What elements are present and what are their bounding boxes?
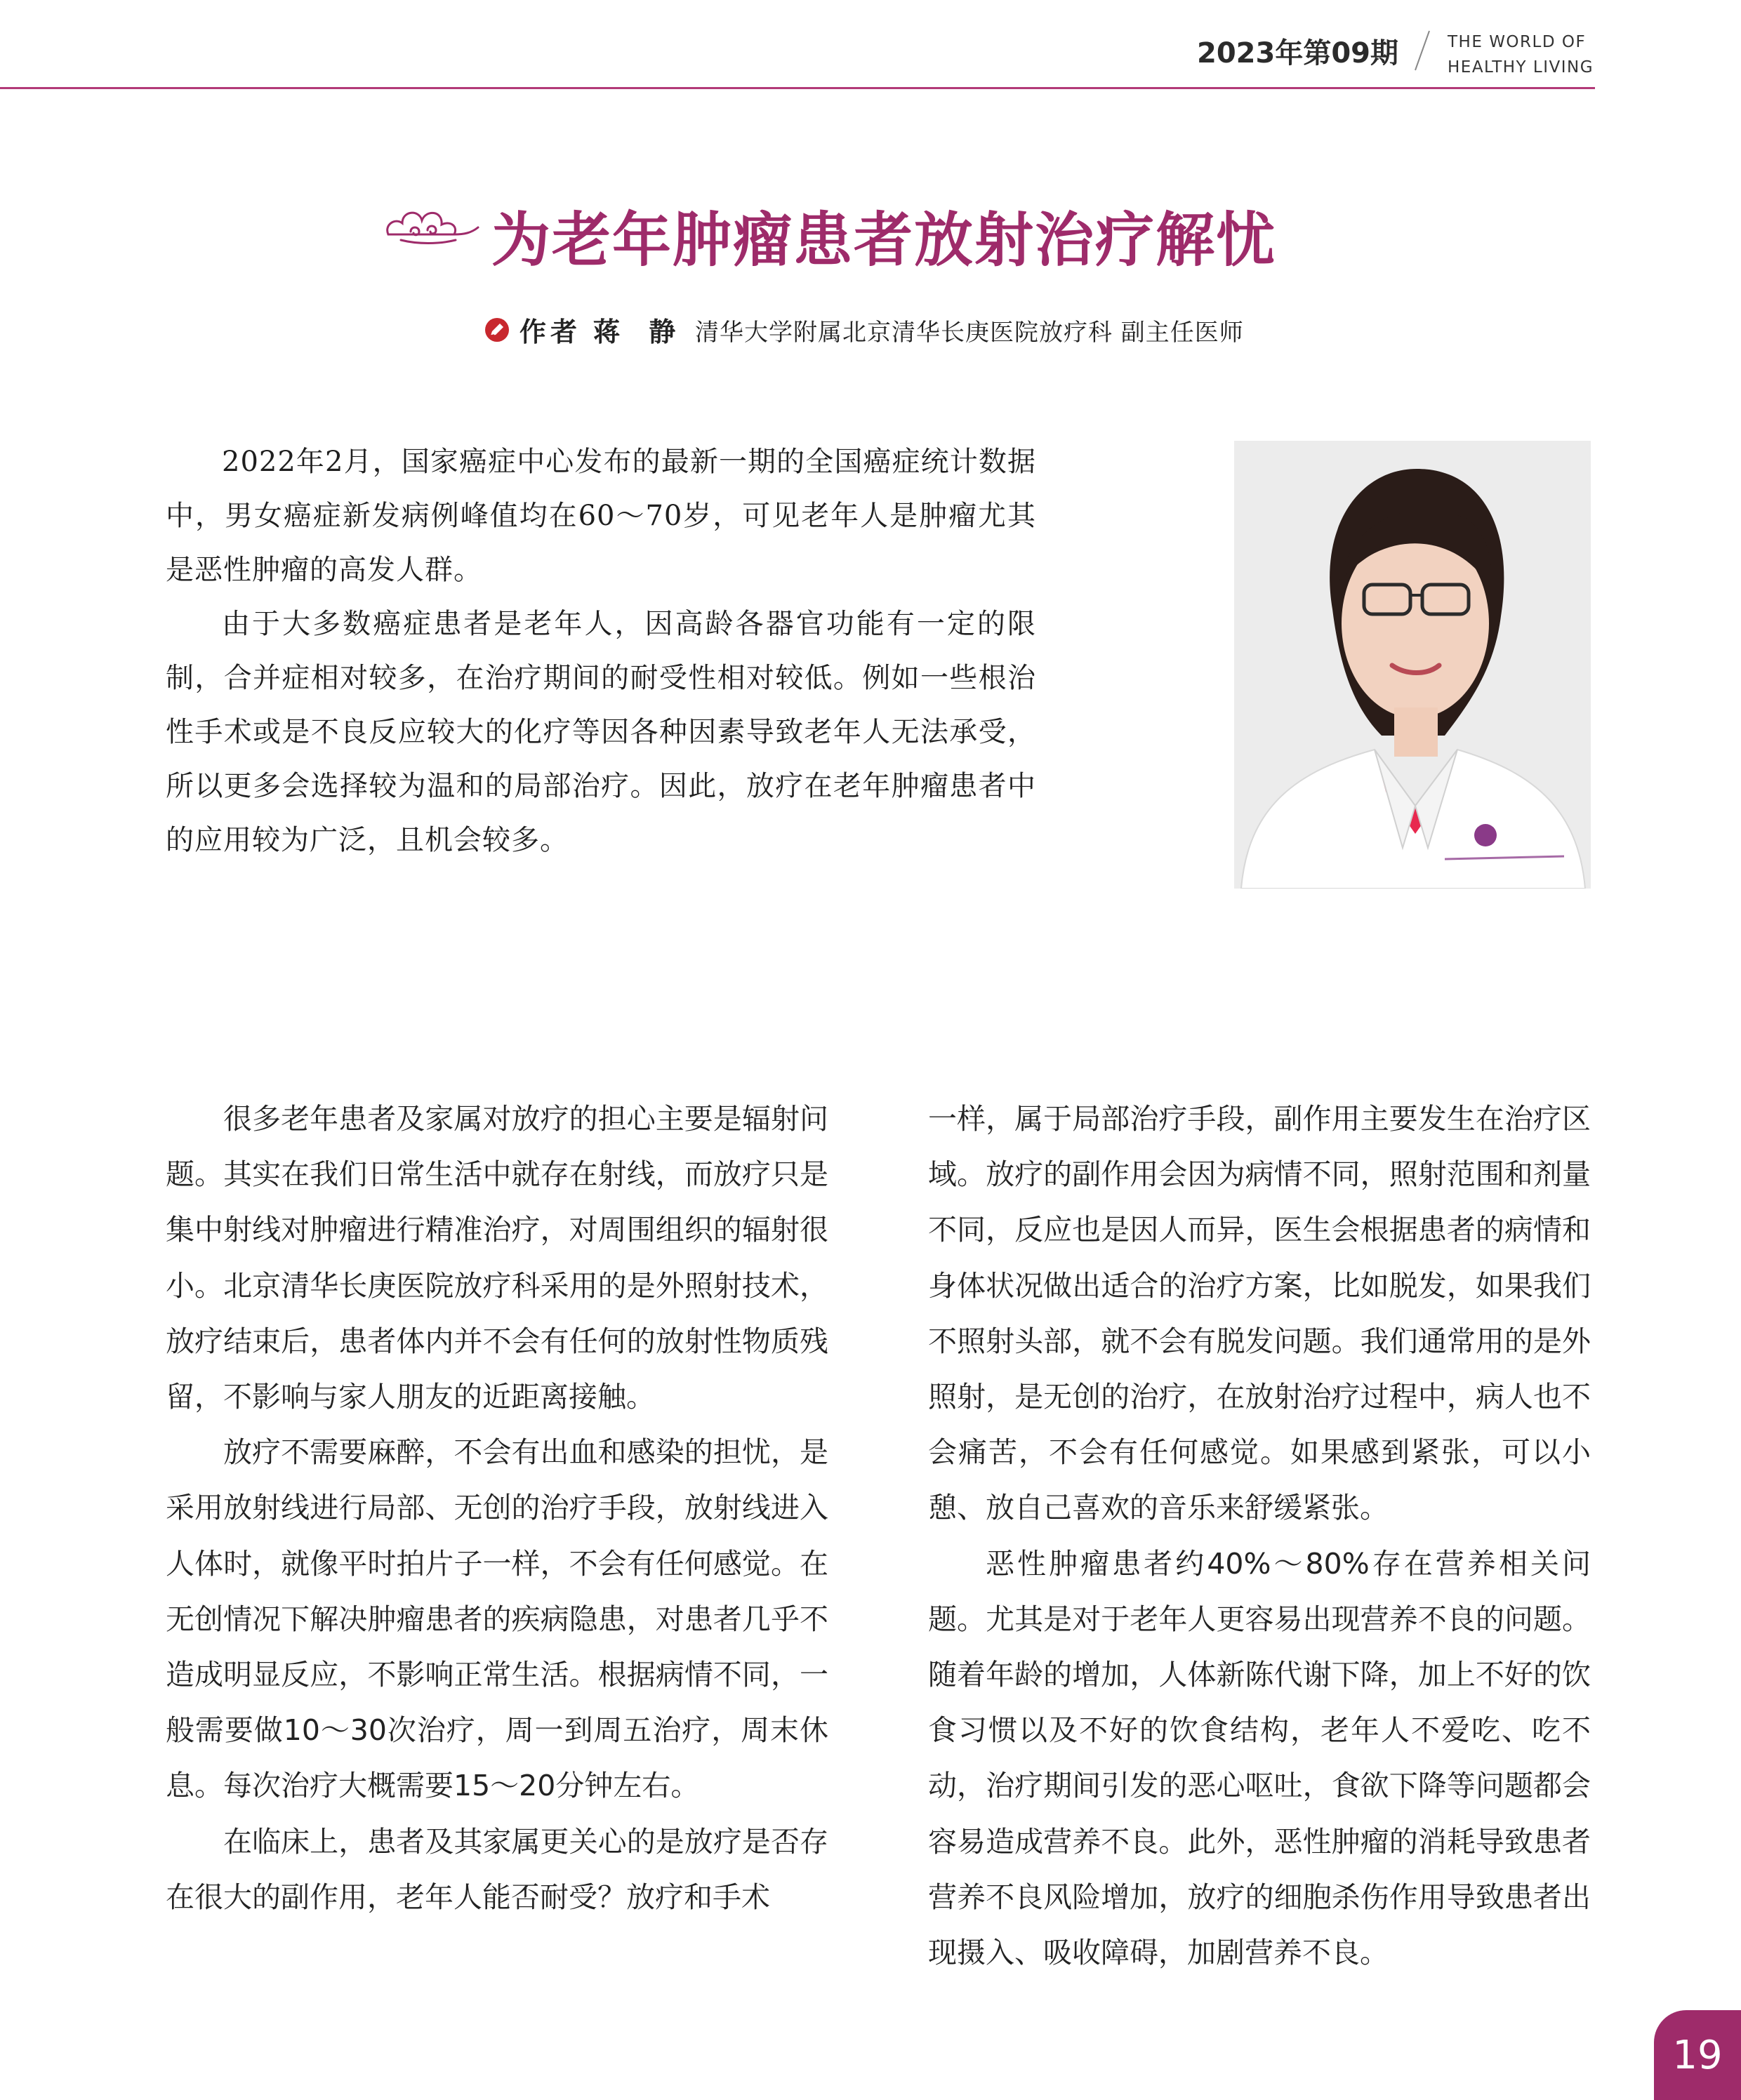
magazine-name-line2: HEALTHY LIVING <box>1448 58 1594 77</box>
body-paragraph: 放疗不需要麻醉，不会有出血和感染的担忧，是采用放射线进行局部、无创的治疗手段，放射线进入人体时，就像平时拍片子一样，不会有任何感觉。在无创情况下解决肿瘤患者的疾病隐患，对患者几乎不造成明显反应，不影响正常生活。根据病情不同，一般需要做10～30次治疗，周一到周五治疗，周末休息。每次治疗大概需要15～20分钟左右。 <box>166 1435 828 1803</box>
body-paragraph: 恶性肿瘤患者约40%～80%存在营养相关问题。尤其是对于老年人更容易出现营养不良的问题。随着年龄的增加，人体新陈代谢下降，加上不好的饮食习惯以及不好的饮食结构，老年人不爱吃、吃不动，治疗期间引发的恶心呕吐，食欲下降等问题都会容易造成营养不良。此外，恶性肿瘤的消耗导致患者营养不良风险增加，放疗的细胞杀伤作用导致患者出现摄入、吸收障碍，加剧营养不良。 <box>928 1546 1591 1970</box>
magazine-name <box>1448 29 1609 80</box>
intro-paragraph: 由于大多数癌症患者是老年人，因高龄各器官功能有一定的限制，合并症相对较多，在治疗期间的耐受性相对较低。例如一些根治性手术或是不良反应较大的化疗等因各种因素导致老年人无法承受，所以更多会选择较为温和的局部治疗。因此，放疗在老年肿瘤患者中的应用较为广泛，且机会较多。 <box>166 608 1036 856</box>
magazine-name-line1: THE WORLD OF <box>1448 33 1587 51</box>
author-role: 作者 <box>519 317 582 347</box>
body-paragraph: 在临床上，患者及其家属更关心的是放疗是否存在很大的副作用，老年人能否耐受？放疗和手术 <box>166 1824 828 1914</box>
author-portrait-illustration <box>1234 441 1591 889</box>
article-body-right-column <box>928 1091 1591 1981</box>
cloud-ornament-icon <box>383 204 481 253</box>
body-paragraph: 很多老年患者及家属对放疗的担心主要是辐射问题。其实在我们日常生活中就存在射线，而放疗只是集中射线对肿瘤进行精准治疗，对周围组织的辐射很小。北京清华长庚医院放疗科采用的是外照射技术，放疗结束后，患者体内并不会有任何的放射性物质残留，不影响与家人朋友的近距离接触。 <box>166 1102 828 1414</box>
author-affiliation: 清华大学附属北京清华长庚医院放疗科 副主任医师 <box>695 319 1244 347</box>
byline <box>484 310 1467 352</box>
author-name: 蒋 静 <box>593 317 686 347</box>
header-issue: 2023年第09期 <box>1197 37 1398 69</box>
intro-paragraph: 2022年2月，国家癌症中心发布的最新一期的全国癌症统计数据中，男女癌症新发病例峰值均在60～70岁，可见老年人是肿瘤尤其是恶性肿瘤的高发人群。 <box>166 446 1036 586</box>
body-paragraph-continued: 一样，属于局部治疗手段，副作用主要发生在治疗区域。放疗的副作用会因为病情不同，照射范围和剂量不同，反应也是因人而异，医生会根据患者的病情和身体状况做出适合的治疗方案，比如脱发，如果我们不照射头部，就不会有脱发问题。我们通常用的是外照射，是无创的治疗，在放射治疗过程中，病人也不会痛苦，不会有任何感觉。如果感到紧张，可以小憩、放自己喜欢的音乐来舒缓紧张。 <box>928 1102 1591 1525</box>
pen-icon <box>484 317 510 343</box>
article-title: 为老年肿瘤患者放射治疗解忧 <box>491 206 1277 274</box>
article-body-left-column <box>166 1091 828 1925</box>
header-slash-divider <box>1408 28 1436 73</box>
header-rule <box>0 87 1595 89</box>
author-portrait <box>1234 441 1591 889</box>
page-number: 19 <box>1654 2010 1741 2100</box>
intro-text <box>166 435 1036 868</box>
